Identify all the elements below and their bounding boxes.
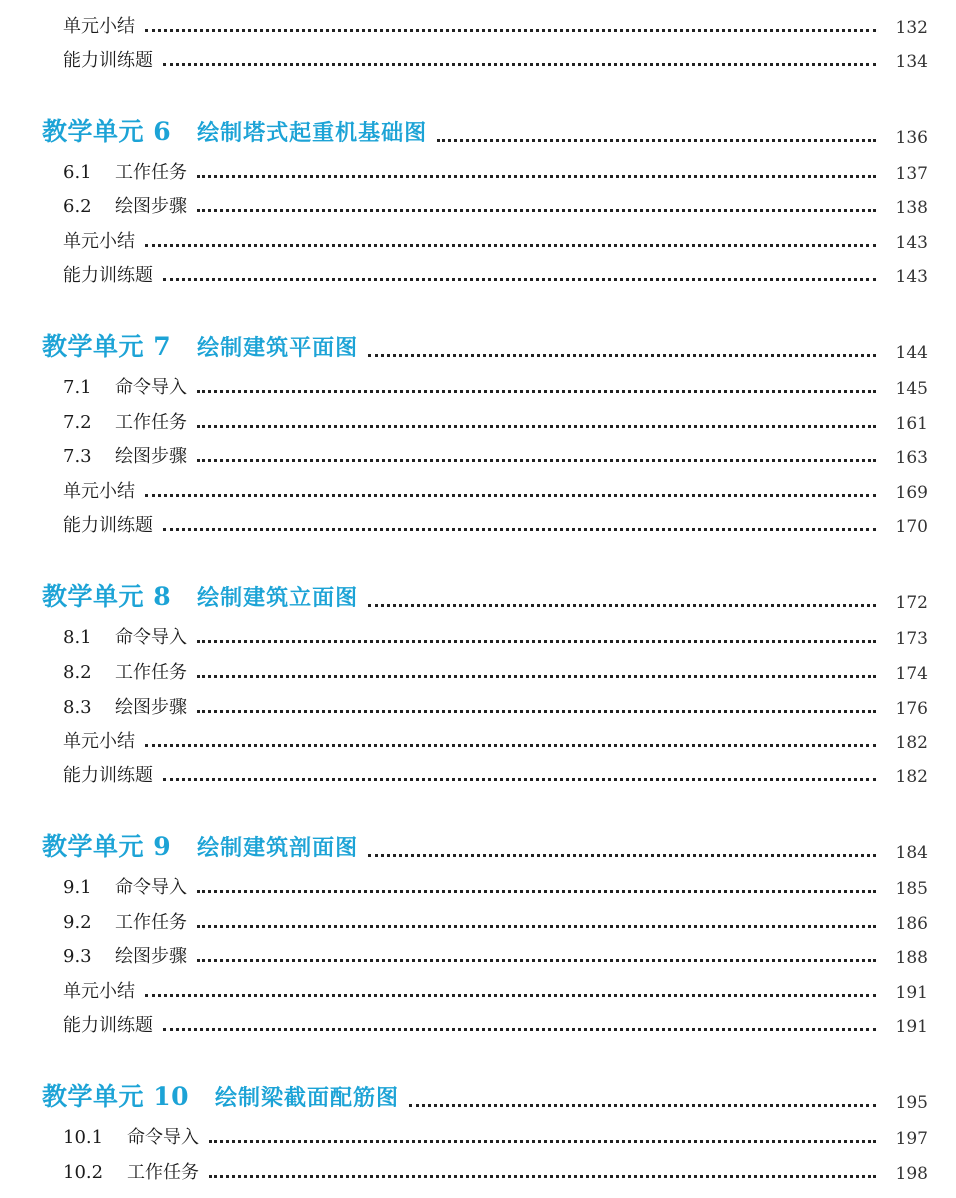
entry-label: 命令导入 — [127, 1127, 199, 1148]
unit-number: 教学单元 7 — [42, 332, 172, 361]
page-number: 174 — [895, 664, 928, 684]
page-number: 143 — [895, 267, 928, 287]
unit-heading[interactable] — [0, 1077, 956, 1113]
entry-label: 命令导入 — [115, 627, 187, 648]
section-number: 7.3 — [63, 446, 92, 467]
unit-title: 绘制建筑平面图 — [197, 335, 359, 361]
dot-leader — [197, 675, 876, 678]
toc-entry[interactable] — [0, 723, 956, 753]
entry-label: 能力训练题 — [63, 265, 153, 286]
toc-entry[interactable] — [0, 404, 956, 434]
toc-entry[interactable] — [0, 223, 956, 253]
page-number: 182 — [895, 767, 928, 787]
dot-leader — [368, 604, 876, 607]
entry-label: 工作任务 — [127, 1162, 199, 1183]
toc-entry[interactable] — [0, 654, 956, 684]
page-number: 136 — [895, 128, 928, 148]
page-number: 185 — [895, 879, 928, 899]
entry-label: 工作任务 — [115, 662, 187, 683]
entry-label: 绘图步骤 — [115, 946, 187, 967]
section-number: 6.2 — [63, 196, 92, 217]
page-number: 173 — [895, 629, 928, 649]
toc-entry[interactable] — [0, 42, 956, 72]
dot-leader — [197, 710, 876, 713]
dot-leader — [145, 744, 876, 747]
page-number: 198 — [895, 1164, 928, 1184]
toc-entry[interactable] — [0, 1007, 956, 1037]
page-number: 188 — [895, 948, 928, 968]
page-number: 182 — [895, 733, 928, 753]
section-number: 8.3 — [63, 697, 92, 718]
unit-title: 绘制建筑立面图 — [197, 585, 359, 611]
unit-number: 教学单元 6 — [42, 117, 172, 146]
dot-leader — [209, 1140, 876, 1143]
toc-entry[interactable] — [0, 369, 956, 399]
toc-entry[interactable] — [0, 938, 956, 968]
unit-heading[interactable] — [0, 577, 956, 613]
page-number: 195 — [895, 1093, 928, 1113]
entry-label: 工作任务 — [115, 912, 187, 933]
unit-heading[interactable] — [0, 827, 956, 863]
toc-entry[interactable] — [0, 869, 956, 899]
toc-entry[interactable] — [0, 507, 956, 537]
toc-entry[interactable] — [0, 757, 956, 787]
dot-leader — [197, 390, 876, 393]
page-number: 161 — [895, 414, 928, 434]
dot-leader — [368, 354, 876, 357]
unit-title: 绘制梁截面配筋图 — [215, 1085, 400, 1111]
page-number: 145 — [895, 379, 928, 399]
section-number: 7.2 — [63, 412, 92, 433]
section-number: 9.2 — [63, 912, 92, 933]
page-number: 163 — [895, 448, 928, 468]
unit-number: 教学单元 10 — [42, 1082, 189, 1111]
entry-label: 能力训练题 — [63, 50, 153, 71]
entry-label: 命令导入 — [115, 377, 187, 398]
dot-leader — [197, 890, 876, 893]
entry-label: 能力训练题 — [63, 1015, 153, 1036]
entry-label: 工作任务 — [115, 162, 187, 183]
toc-entry[interactable] — [0, 154, 956, 184]
toc-entry[interactable] — [0, 188, 956, 218]
dot-leader — [163, 528, 876, 531]
toc-entry[interactable] — [0, 689, 956, 719]
dot-leader — [145, 244, 876, 247]
dot-leader — [209, 1175, 876, 1178]
entry-label: 单元小结 — [63, 981, 135, 1002]
dot-leader — [197, 425, 876, 428]
unit-title: 绘制建筑剖面图 — [197, 835, 359, 861]
page-number: 184 — [895, 843, 928, 863]
page-number: 144 — [895, 343, 928, 363]
section-number: 8.2 — [63, 662, 92, 683]
unit-title: 绘制塔式起重机基础图 — [197, 120, 428, 146]
dot-leader — [197, 459, 876, 462]
page-number: 197 — [895, 1129, 928, 1149]
page-number: 137 — [895, 164, 928, 184]
dot-leader — [145, 29, 876, 32]
page-number: 176 — [895, 699, 928, 719]
toc-entry[interactable] — [0, 619, 956, 649]
dot-leader — [163, 278, 876, 281]
dot-leader — [368, 854, 876, 857]
page-number: 191 — [895, 1017, 928, 1037]
page-number: 170 — [895, 517, 928, 537]
entry-label: 单元小结 — [63, 16, 135, 37]
page-number: 169 — [895, 483, 928, 503]
page-number: 134 — [895, 52, 928, 72]
entry-label: 绘图步骤 — [115, 196, 187, 217]
dot-leader — [197, 175, 876, 178]
section-number: 9.1 — [63, 877, 92, 898]
page-number: 186 — [895, 914, 928, 934]
dot-leader — [163, 1028, 876, 1031]
section-number: 9.3 — [63, 946, 92, 967]
page-number: 191 — [895, 983, 928, 1003]
entry-label: 命令导入 — [115, 877, 187, 898]
toc-entry[interactable] — [0, 904, 956, 934]
unit-heading[interactable] — [0, 112, 956, 148]
section-number: 6.1 — [63, 162, 92, 183]
dot-leader — [145, 994, 876, 997]
dot-leader — [163, 63, 876, 66]
unit-number: 教学单元 9 — [42, 832, 172, 861]
dot-leader — [197, 959, 876, 962]
entry-label: 单元小结 — [63, 481, 135, 502]
toc-entry[interactable] — [0, 438, 956, 468]
entry-label: 单元小结 — [63, 731, 135, 752]
dot-leader — [197, 209, 876, 212]
section-number: 10.2 — [63, 1162, 104, 1183]
section-number: 8.1 — [63, 627, 92, 648]
entry-label: 单元小结 — [63, 231, 135, 252]
unit-number: 教学单元 8 — [42, 582, 172, 611]
section-number: 10.1 — [63, 1127, 104, 1148]
page-number: 132 — [895, 18, 928, 38]
page-number: 143 — [895, 233, 928, 253]
entry-label: 能力训练题 — [63, 515, 153, 536]
dot-leader — [409, 1104, 876, 1107]
dot-leader — [163, 778, 876, 781]
entry-label: 能力训练题 — [63, 765, 153, 786]
dot-leader — [437, 139, 876, 142]
page-number: 172 — [895, 593, 928, 613]
entry-label: 绘图步骤 — [115, 446, 187, 467]
toc-entry[interactable] — [0, 1119, 956, 1149]
unit-heading[interactable] — [0, 327, 956, 363]
toc-entry[interactable] — [0, 973, 956, 1003]
dot-leader — [145, 494, 876, 497]
toc-entry[interactable] — [0, 473, 956, 503]
dot-leader — [197, 925, 876, 928]
toc-entry[interactable] — [0, 257, 956, 287]
toc-entry[interactable] — [0, 1154, 956, 1184]
dot-leader — [197, 640, 876, 643]
entry-label: 绘图步骤 — [115, 697, 187, 718]
toc-entry[interactable] — [0, 8, 956, 38]
entry-label: 工作任务 — [115, 412, 187, 433]
page-number: 138 — [895, 198, 928, 218]
section-number: 7.1 — [63, 377, 92, 398]
